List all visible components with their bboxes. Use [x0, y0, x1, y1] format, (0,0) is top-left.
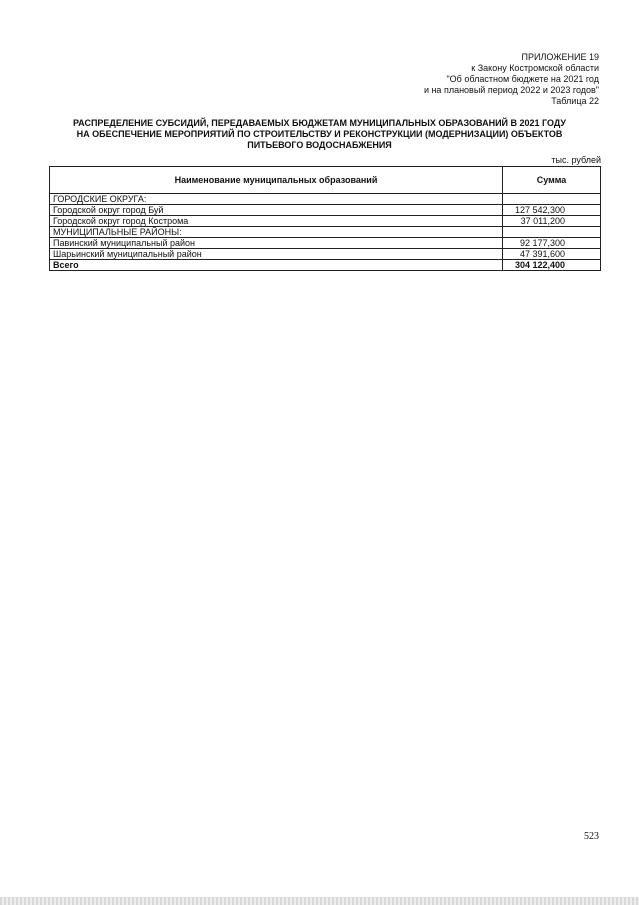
row-name: Всего — [50, 260, 503, 271]
row-amount: 47 391,600 — [503, 249, 601, 260]
table-row-section-header — [50, 227, 601, 238]
document-title-line: РАСПРЕДЕЛЕНИЕ СУБСИДИЙ, ПЕРЕДАВАЕМЫХ БЮДЖЕТАМ МУНИЦИПАЛЬНЫХ ОБРАЗОВАНИЙ В 2021 ГОДУ — [72, 118, 567, 128]
table-row — [50, 216, 601, 227]
document-title — [40, 118, 599, 151]
row-name: Шарьинский муниципальный район — [50, 249, 503, 260]
row-amount: 304 122,400 — [503, 260, 601, 271]
row-name: МУНИЦИПАЛЬНЫЕ РАЙОНЫ: — [50, 227, 503, 238]
table-row — [50, 249, 601, 260]
table-header-row — [50, 167, 601, 194]
scan-edge — [0, 897, 639, 905]
table-row-total — [50, 260, 601, 271]
appendix-law-period: и на плановый период 2022 и 2023 годов" — [423, 85, 599, 95]
appendix-table-number: Таблица 22 — [551, 96, 599, 106]
table-row — [50, 238, 601, 249]
row-name: Городской округ город Буй — [50, 205, 503, 216]
document-title-line: НА ОБЕСПЕЧЕНИЕ МЕРОПРИЯТИЙ ПО СТРОИТЕЛЬСТВУ И РЕКОНСТРУКЦИИ (МОДЕРНИЗАЦИИ) ОБЪЕКТОВ — [76, 129, 563, 139]
units-label: тыс. рублей — [551, 155, 601, 165]
row-amount: 127 542,300 — [503, 205, 601, 216]
table-row-section-header — [50, 194, 601, 205]
document-title-line: ПИТЬЕВОГО ВОДОСНАБЖЕНИЯ — [247, 140, 392, 150]
appendix-number: ПРИЛОЖЕНИЕ 19 — [521, 52, 599, 62]
row-name: Городской округ город Кострома — [50, 216, 503, 227]
appendix-header — [424, 52, 599, 107]
row-amount: 37 011,200 — [503, 216, 601, 227]
row-name: Павинский муниципальный район — [50, 238, 503, 249]
row-amount — [503, 194, 601, 205]
column-header-name: Наименование муниципальных образований — [50, 167, 503, 194]
appendix-law-reference: к Закону Костромской области — [471, 63, 599, 73]
table-row — [50, 205, 601, 216]
subsidy-table — [49, 166, 601, 271]
row-name: ГОРОДСКИЕ ОКРУГА: — [50, 194, 503, 205]
row-amount — [503, 227, 601, 238]
column-header-amount: Сумма — [503, 167, 601, 194]
row-amount: 92 177,300 — [503, 238, 601, 249]
appendix-law-title: "Об областном бюджете на 2021 год — [446, 74, 599, 84]
page-number: 523 — [584, 831, 599, 842]
